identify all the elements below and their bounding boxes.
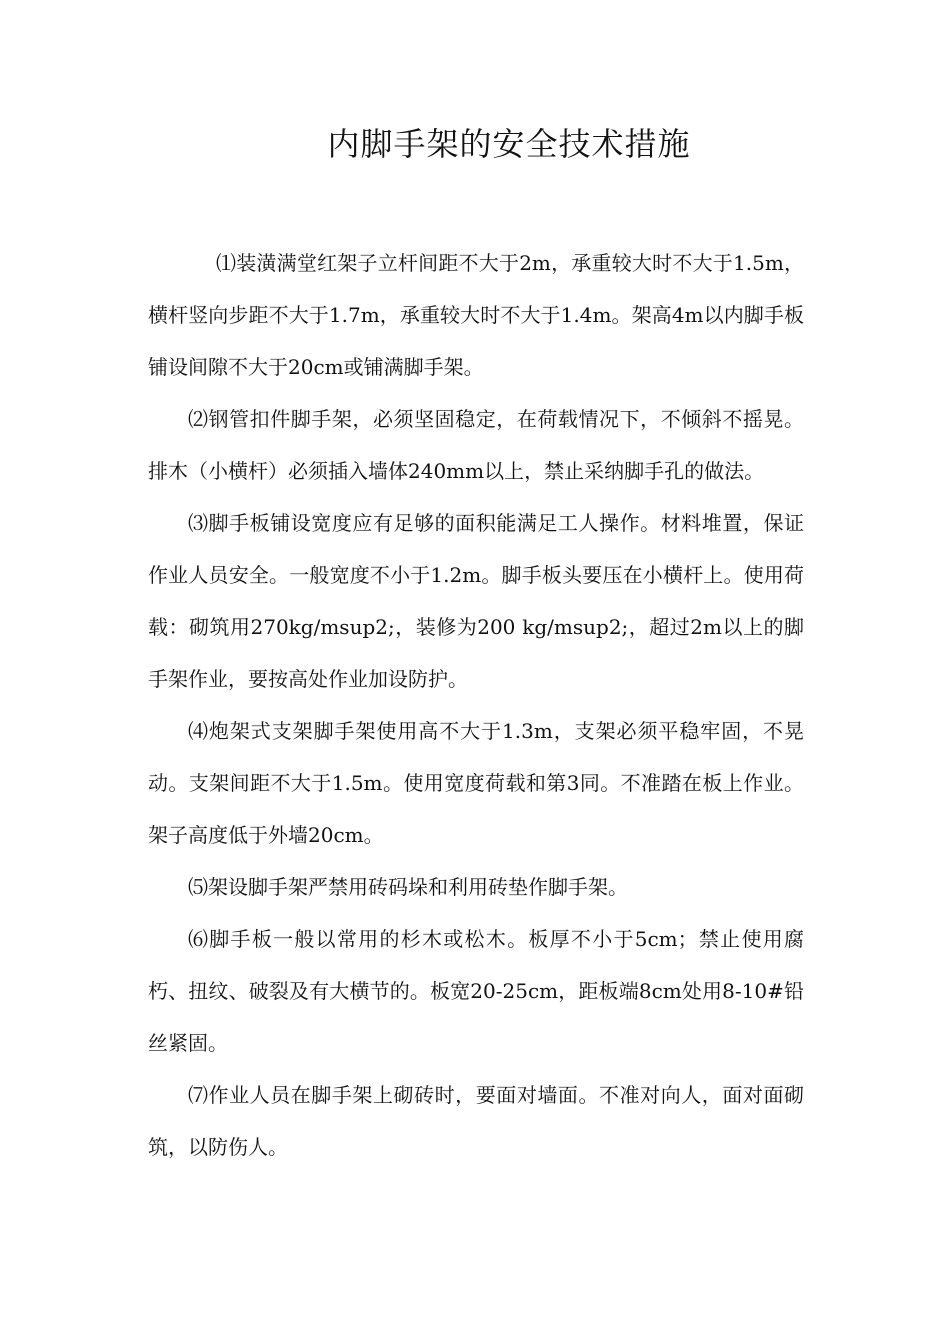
paragraph-item-1: ⑴装潢满堂红架子立杆间距不大于2m，承重较大时不大于1.5m，横杆竖向步距不大于1.7m，承重较大时不大于1.4m。架高4m以内脚手板铺设间隙不大于20cm或铺满脚手架。 — [148, 251, 804, 379]
paragraph-item-7: ⑺作业人员在脚手架上砌砖时，要面对墙面。不准对向人，面对面砌筑，以防伤人。 — [148, 1083, 804, 1159]
paragraph-item-6: ⑹脚手板一般以常用的杉木或松木。板厚不小于5cm；禁止使用腐朽、扭纹、破裂及有大横节的。板宽20-25cm，距板端8cm处用8-10#铅丝紧固。 — [148, 927, 804, 1055]
paragraph-item-4: ⑷炮架式支架脚手架使用高不大于1.3m，支架必须平稳牢固，不晃动。支架间距不大于1.5m。使用宽度荷载和第3同。不准踏在板上作业。架子高度低于外墙20cm。 — [148, 719, 804, 847]
document-body — [148, 237, 804, 1173]
paragraph-item-3: ⑶脚手板铺设宽度应有足够的面积能满足工人操作。材料堆置，保证作业人员安全。一般宽度不小于1.2m。脚手板头要压在小横杆上。使用荷载：砌筑用270kg/msup2;，装修为200 kg/msup2;，超过2m以上的脚手架作业，要按高处作业加设防护。 — [148, 511, 804, 691]
paragraph-item-2: ⑵钢管扣件脚手架，必须坚固稳定，在荷载情况下，不倾斜不摇晃。排木（小横杆）必须插入墙体240mm以上，禁止采纳脚手孔的做法。 — [148, 407, 804, 483]
paragraph-item-5: ⑸架设脚手架严禁用砖码垛和利用砖垫作脚手架。 — [188, 875, 628, 899]
document-title: 内脚手架的安全技术措施 — [327, 125, 691, 163]
